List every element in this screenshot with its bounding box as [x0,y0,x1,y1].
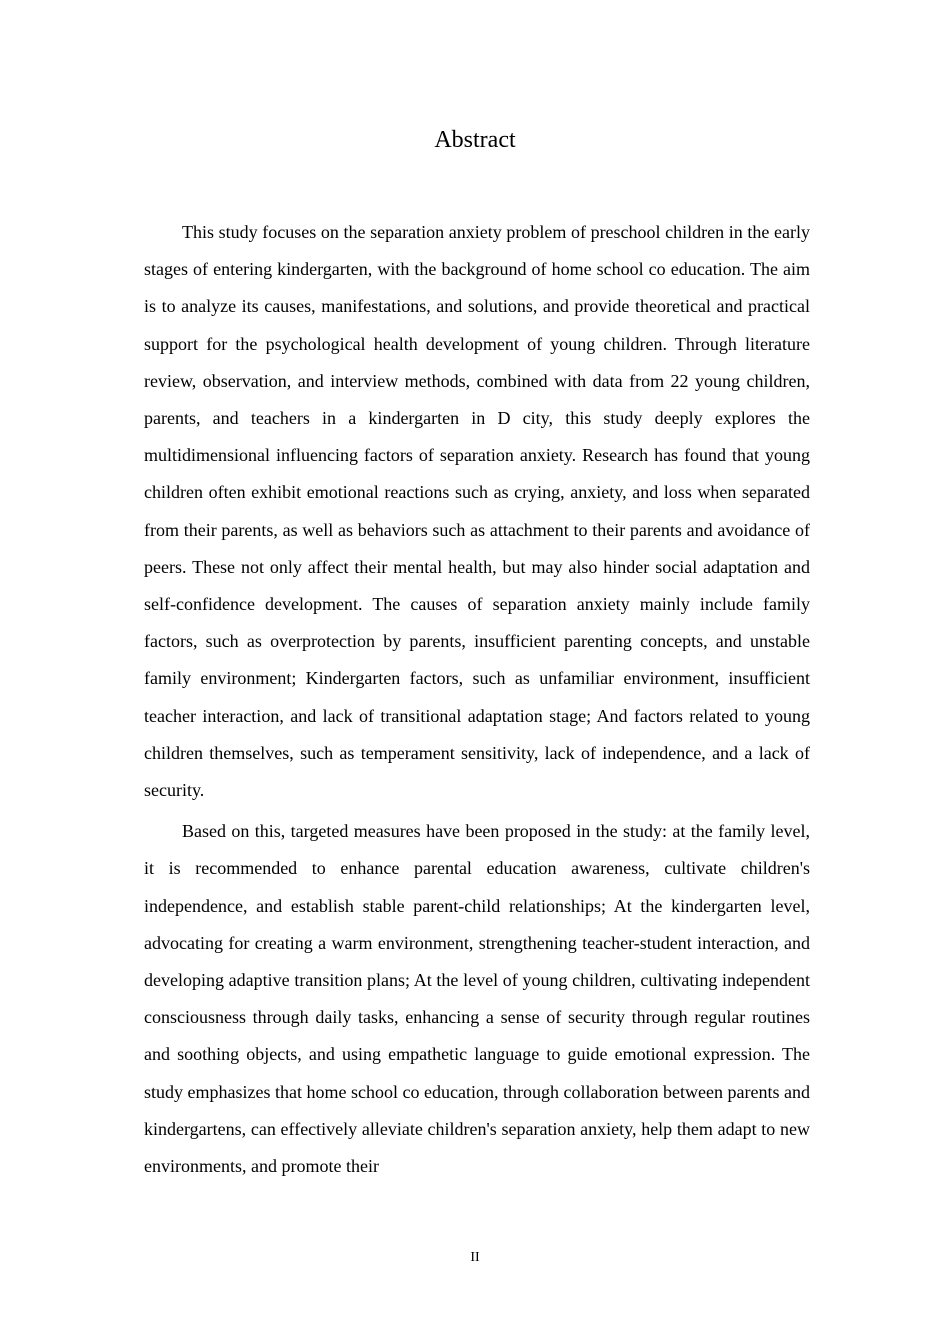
abstract-paragraph-1: This study focuses on the separation anxiety problem of preschool children in the early stages of entering kindergarten, with the background of home school co education. The aim is to analyze its causes, manifestations, and solutions, and provide theoretical and practical support for the psychological health development of young children. Through literature review, observation, and interview methods, combined with data from 22 young children, parents, and teachers in a kindergarten in D city, this study deeply explores the multidimensional influencing factors of separation anxiety. Research has found that young children often exhibit emotional reactions such as crying, anxiety, and loss when separated from their parents, as well as behaviors such as attachment to their parents and avoidance of peers. These not only affect their mental health, but may also hinder social adaptation and self-confidence development. The causes of separation anxiety mainly include family factors, such as overprotection by parents, insufficient parenting concepts, and unstable family environment; Kindergarten factors, such as unfamiliar environment, insufficient teacher interaction, and lack of transitional adaptation stage; And factors related to young children themselves, such as temperament sensitivity, lack of independence, and a lack of security. [144,222,810,801]
page-number: II [470,1250,480,1265]
abstract-body [144,214,810,1185]
abstract-title: Abstract [434,127,516,153]
abstract-paragraph-2: Based on this, targeted measures have been proposed in the study: at the family level, it is recommended to enhance parental education awareness, cultivate children's independence, and establish stable parent-child relationships; At the kindergarten level, advocating for creating a warm environment, strengthening teacher-student interaction, and developing adaptive transition plans; At the level of young children, cultivating independent consciousness through daily tasks, enhancing a sense of security through regular routines and soothing objects, and using empathetic language to guide emotional expression. The study emphasizes that home school co education, through collaboration between parents and kindergartens, can effectively alleviate children's separation anxiety, help them adapt to new environments, and promote their [144,821,810,1177]
